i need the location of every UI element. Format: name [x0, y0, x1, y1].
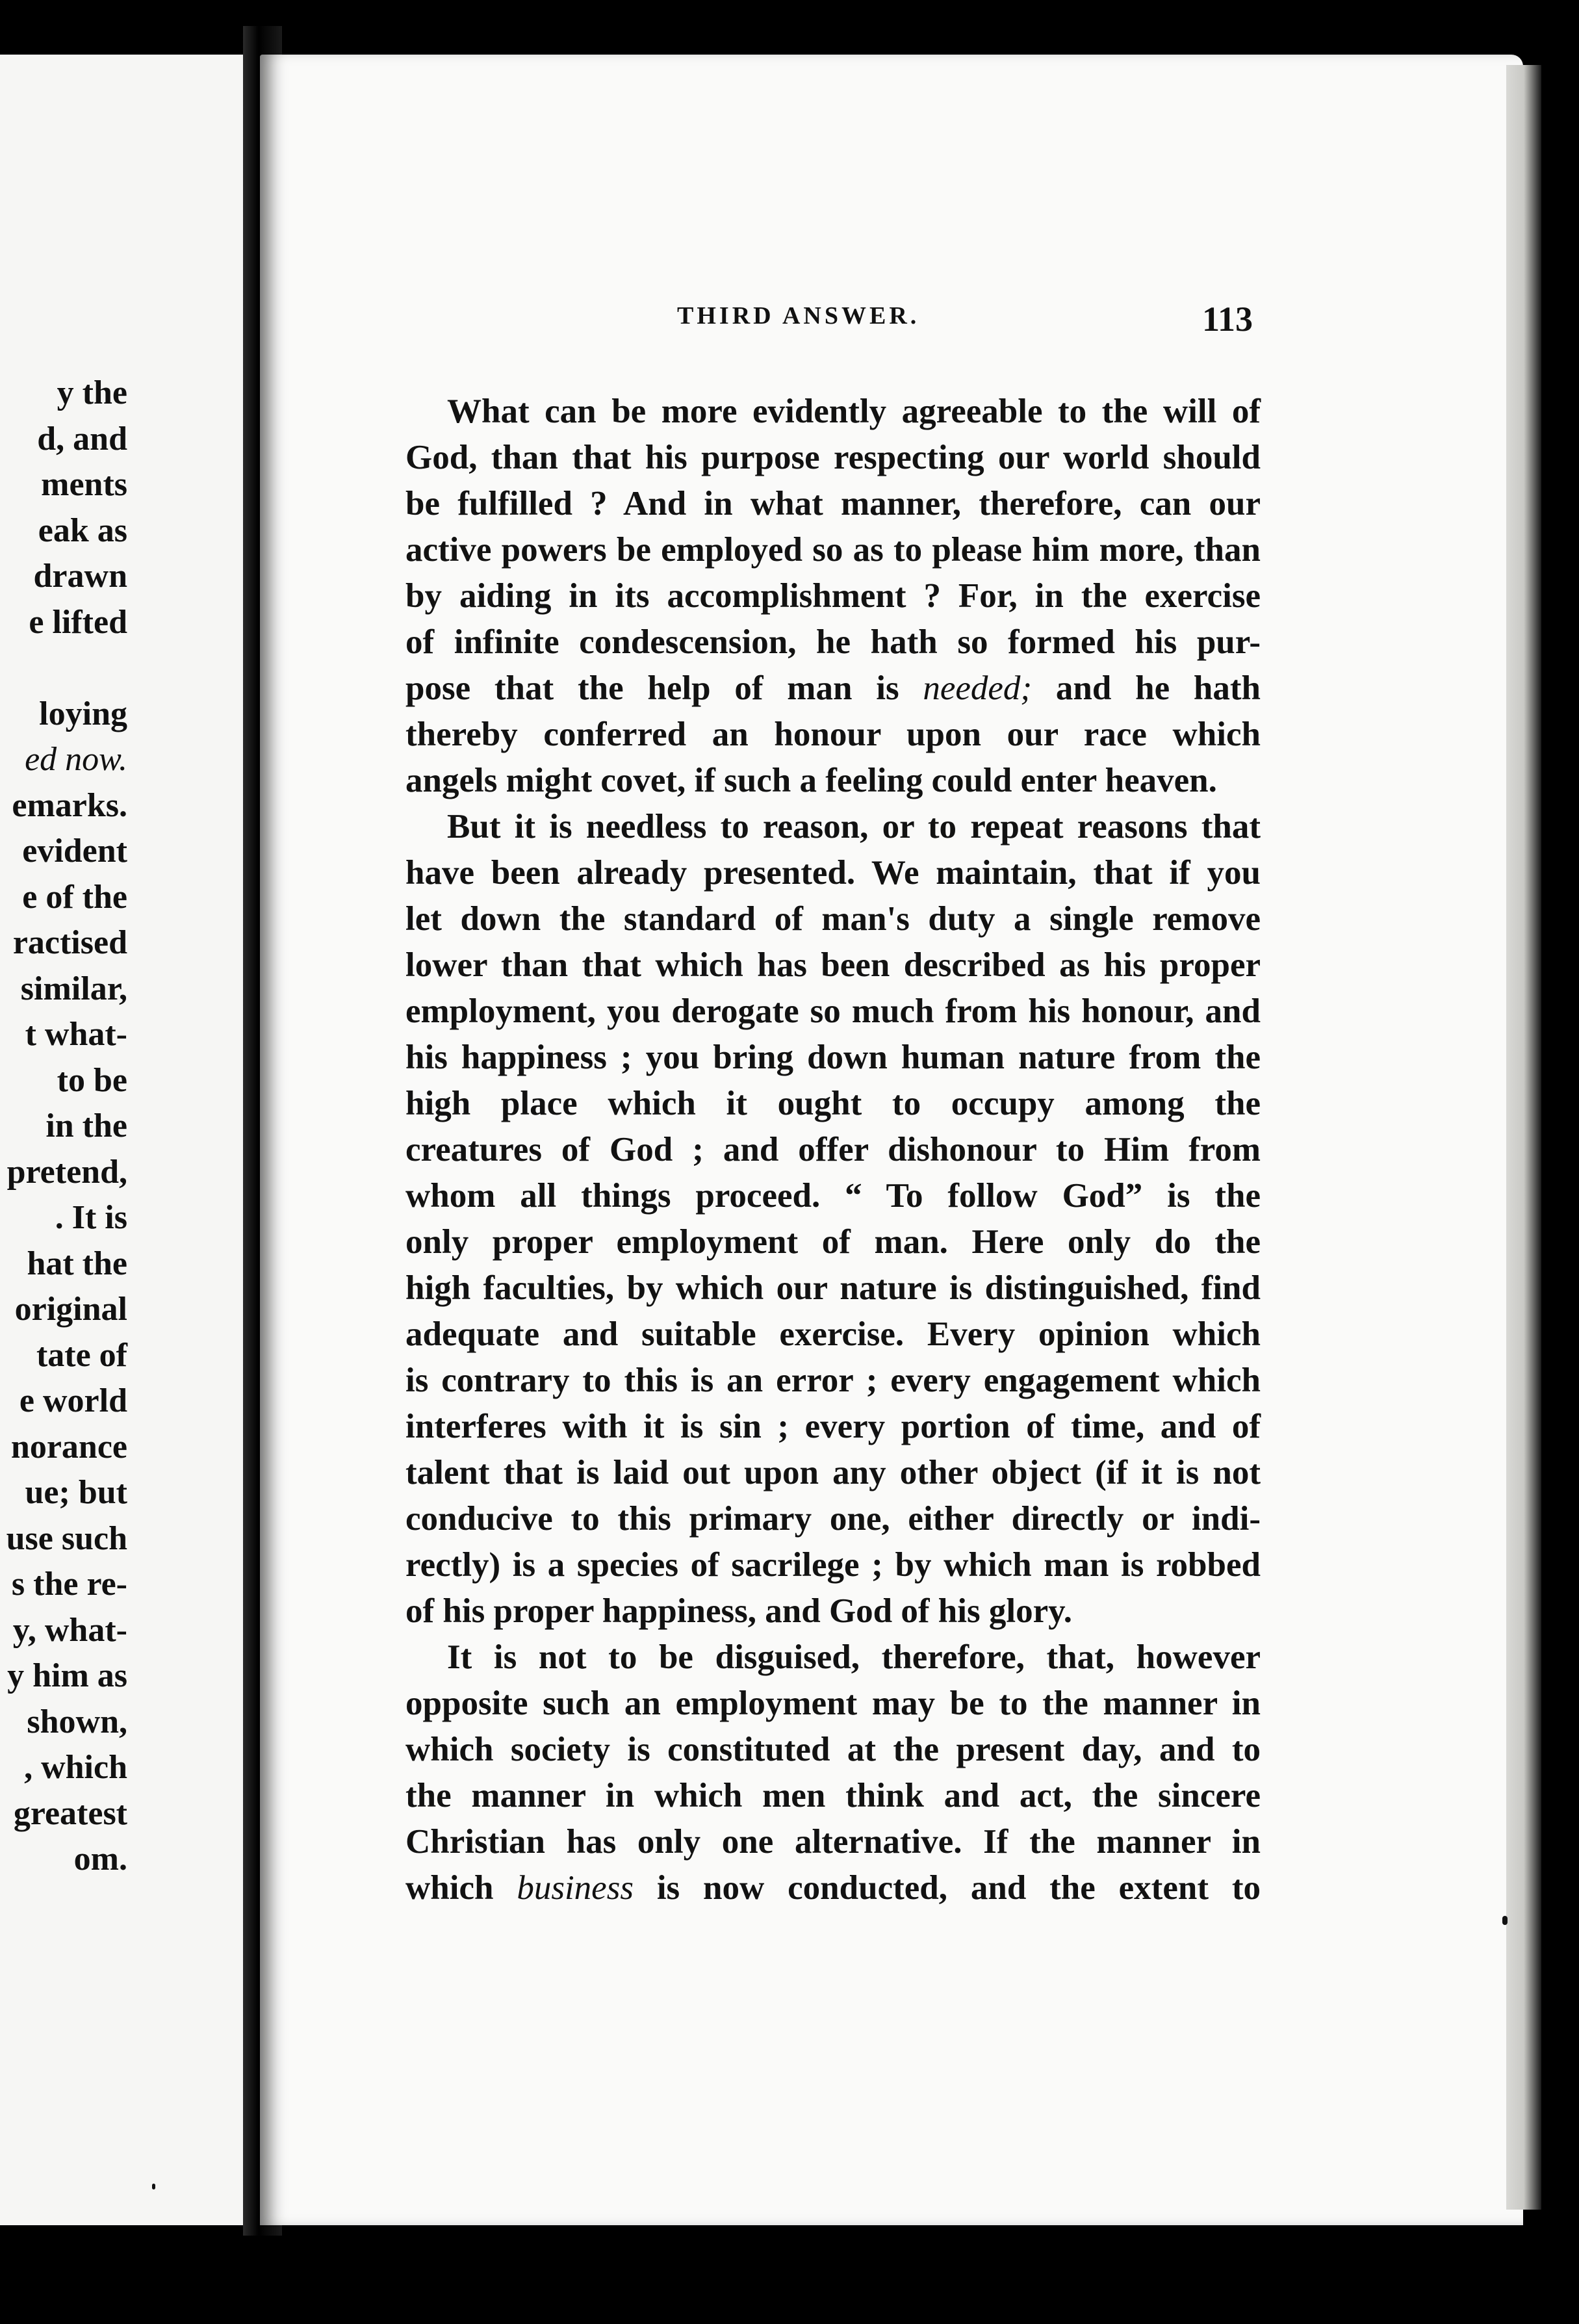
previous-page-fragment [0, 55, 243, 2225]
text-line [405, 758, 1261, 804]
text-line [405, 1219, 1261, 1265]
previous-page-line: ractised [12, 924, 127, 961]
ink-speck [1502, 1916, 1508, 1925]
text-segment: pose that the help of man is [405, 669, 923, 707]
text-line [405, 665, 1261, 712]
text-segment: lower than that which has been described as his proper [405, 946, 1261, 984]
text-line [405, 712, 1261, 758]
previous-page-line: y him as [7, 1657, 127, 1694]
text-segment: But it is needless to reason, or to repeat reasons that [447, 808, 1261, 846]
text-line [405, 850, 1261, 896]
text-segment: his happiness ; you bring down human nature from the [405, 1039, 1261, 1076]
previous-page-line: greatest [13, 1794, 127, 1832]
text-segment: thereby conferred an honour upon our race which [405, 716, 1261, 753]
previous-page-line: tate of [36, 1336, 127, 1374]
text-segment: talent that is laid out upon any other object (if it is not [405, 1454, 1261, 1491]
text-line [405, 1681, 1261, 1727]
previous-page-line [0, 645, 127, 691]
text-segment: only proper employment of man. Here only do the [405, 1223, 1261, 1261]
text-line [405, 573, 1261, 619]
text-segment: angels might covet, if such a feeling could enter heaven. [405, 762, 1217, 799]
text-segment: which [405, 1869, 517, 1907]
text-line [405, 1450, 1261, 1496]
previous-page-text [0, 370, 127, 1883]
previous-page-line: pretend, [6, 1153, 127, 1191]
text-line [405, 1819, 1261, 1865]
previous-page-line: drawn [33, 558, 127, 595]
previous-page-line: d, and [37, 420, 127, 458]
text-line [405, 1081, 1261, 1127]
text-segment: whom all things proceed. “ To follow God” is the [405, 1177, 1261, 1215]
previous-page-line: evident [22, 833, 127, 870]
page-edge [1506, 65, 1541, 2210]
text-segment: God, than that his purpose respecting our world should [405, 439, 1261, 476]
text-segment: high faculties, by which our nature is distinguished, find [405, 1269, 1261, 1307]
text-line [405, 1542, 1261, 1588]
text-segment: have been already presented. We maintain, that if you [405, 854, 1261, 892]
text-line [405, 1634, 1261, 1681]
text-line [405, 1404, 1261, 1450]
text-segment: employment, you derogate so much from his honour, and [405, 992, 1261, 1030]
text-segment: the manner in which men think and act, the sincere [405, 1777, 1261, 1814]
text-line [405, 1311, 1261, 1358]
text-line [405, 1035, 1261, 1081]
text-line [405, 804, 1261, 850]
previous-page-line: ments [41, 466, 127, 503]
previous-page-line: to be [57, 1061, 127, 1099]
previous-page-line: , which [24, 1749, 127, 1786]
text-segment: high place which it ought to occupy among the [405, 1085, 1261, 1122]
text-segment: opposite such an employment may be to the manner in [405, 1685, 1261, 1722]
text-segment: It is not to be disguised, therefore, that, however [447, 1638, 1261, 1676]
ink-speck [152, 2184, 155, 2189]
previous-page-line: hat the [27, 1245, 127, 1282]
body-text [405, 389, 1261, 1911]
previous-page-line: use such [6, 1519, 127, 1557]
page-number: 113 [1202, 300, 1253, 339]
text-line [405, 389, 1261, 435]
text-line [405, 435, 1261, 481]
text-segment: by aiding in its accomplishment ? For, in the exercise [405, 577, 1261, 615]
text-segment: of his proper happiness, and God of his glory. [405, 1592, 1072, 1630]
text-line [405, 1588, 1261, 1634]
text-line [405, 481, 1261, 527]
text-segment: is now conducted, and the extent to [633, 1869, 1261, 1907]
text-line [405, 942, 1261, 988]
text-line [405, 1173, 1261, 1219]
text-line [405, 1773, 1261, 1819]
text-line [405, 1727, 1261, 1773]
italic-emphasis: needed; [923, 669, 1033, 707]
text-line [405, 1865, 1261, 1911]
previous-page-line: e lifted [29, 603, 127, 641]
previous-page-line: original [14, 1291, 127, 1328]
text-segment: adequate and suitable exercise. Every opinion which [405, 1315, 1261, 1353]
previous-page-line: y the [57, 374, 127, 411]
previous-page-line: e of the [22, 878, 127, 916]
text-segment: Christian has only one alternative. If the manner in [405, 1823, 1261, 1861]
previous-page-line: in the [45, 1107, 127, 1144]
previous-page-line: loying [39, 695, 127, 732]
previous-page-line: shown, [27, 1703, 127, 1740]
previous-page-line: norance [10, 1428, 127, 1465]
previous-page-line: similar, [20, 970, 127, 1007]
text-segment: rectly) is a species of sacrilege ; by which man is robbed [405, 1546, 1261, 1584]
text-line [405, 1496, 1261, 1542]
previous-page-line: eak as [38, 511, 127, 549]
previous-page-line: . It is [55, 1199, 127, 1236]
text-line [405, 1127, 1261, 1173]
text-segment: interferes with it is sin ; every portion of time, and of [405, 1408, 1261, 1445]
previous-page-line: om. [73, 1840, 127, 1878]
text-segment: What can be more evidently agreeable to the will of [447, 393, 1261, 430]
text-line [405, 527, 1261, 573]
running-head: THIRD ANSWER. [677, 302, 920, 329]
text-line [405, 988, 1261, 1035]
text-segment: active powers be employed so as to please him more, than [405, 531, 1261, 569]
text-segment: and he hath [1032, 669, 1261, 707]
text-segment: be fulfilled ? And in what manner, therefore, can our [405, 485, 1261, 523]
text-line [405, 896, 1261, 942]
text-line [405, 1265, 1261, 1311]
text-line [405, 1358, 1261, 1404]
italic-emphasis: business [517, 1869, 634, 1907]
previous-page-line: ed now. [25, 741, 127, 778]
text-segment: creatures of God ; and offer dishonour to Him from [405, 1131, 1261, 1168]
text-line [405, 619, 1261, 665]
text-segment: which society is constituted at the present day, and to [405, 1731, 1261, 1768]
previous-page-line: y, what- [12, 1611, 127, 1649]
text-segment: of infinite condescension, he hath so formed his pur- [405, 623, 1261, 661]
previous-page-line: e world [19, 1382, 127, 1419]
previous-page-line: t what- [25, 1016, 127, 1053]
previous-page-line: ue; but [25, 1474, 127, 1511]
text-segment: let down the standard of man's duty a single remove [405, 900, 1261, 938]
text-segment: is contrary to this is an error ; every engagement which [405, 1362, 1261, 1399]
text-segment: conducive to this primary one, either directly or indi- [405, 1500, 1261, 1538]
previous-page-line: emarks. [12, 786, 127, 824]
previous-page-line: s the re- [11, 1566, 127, 1603]
